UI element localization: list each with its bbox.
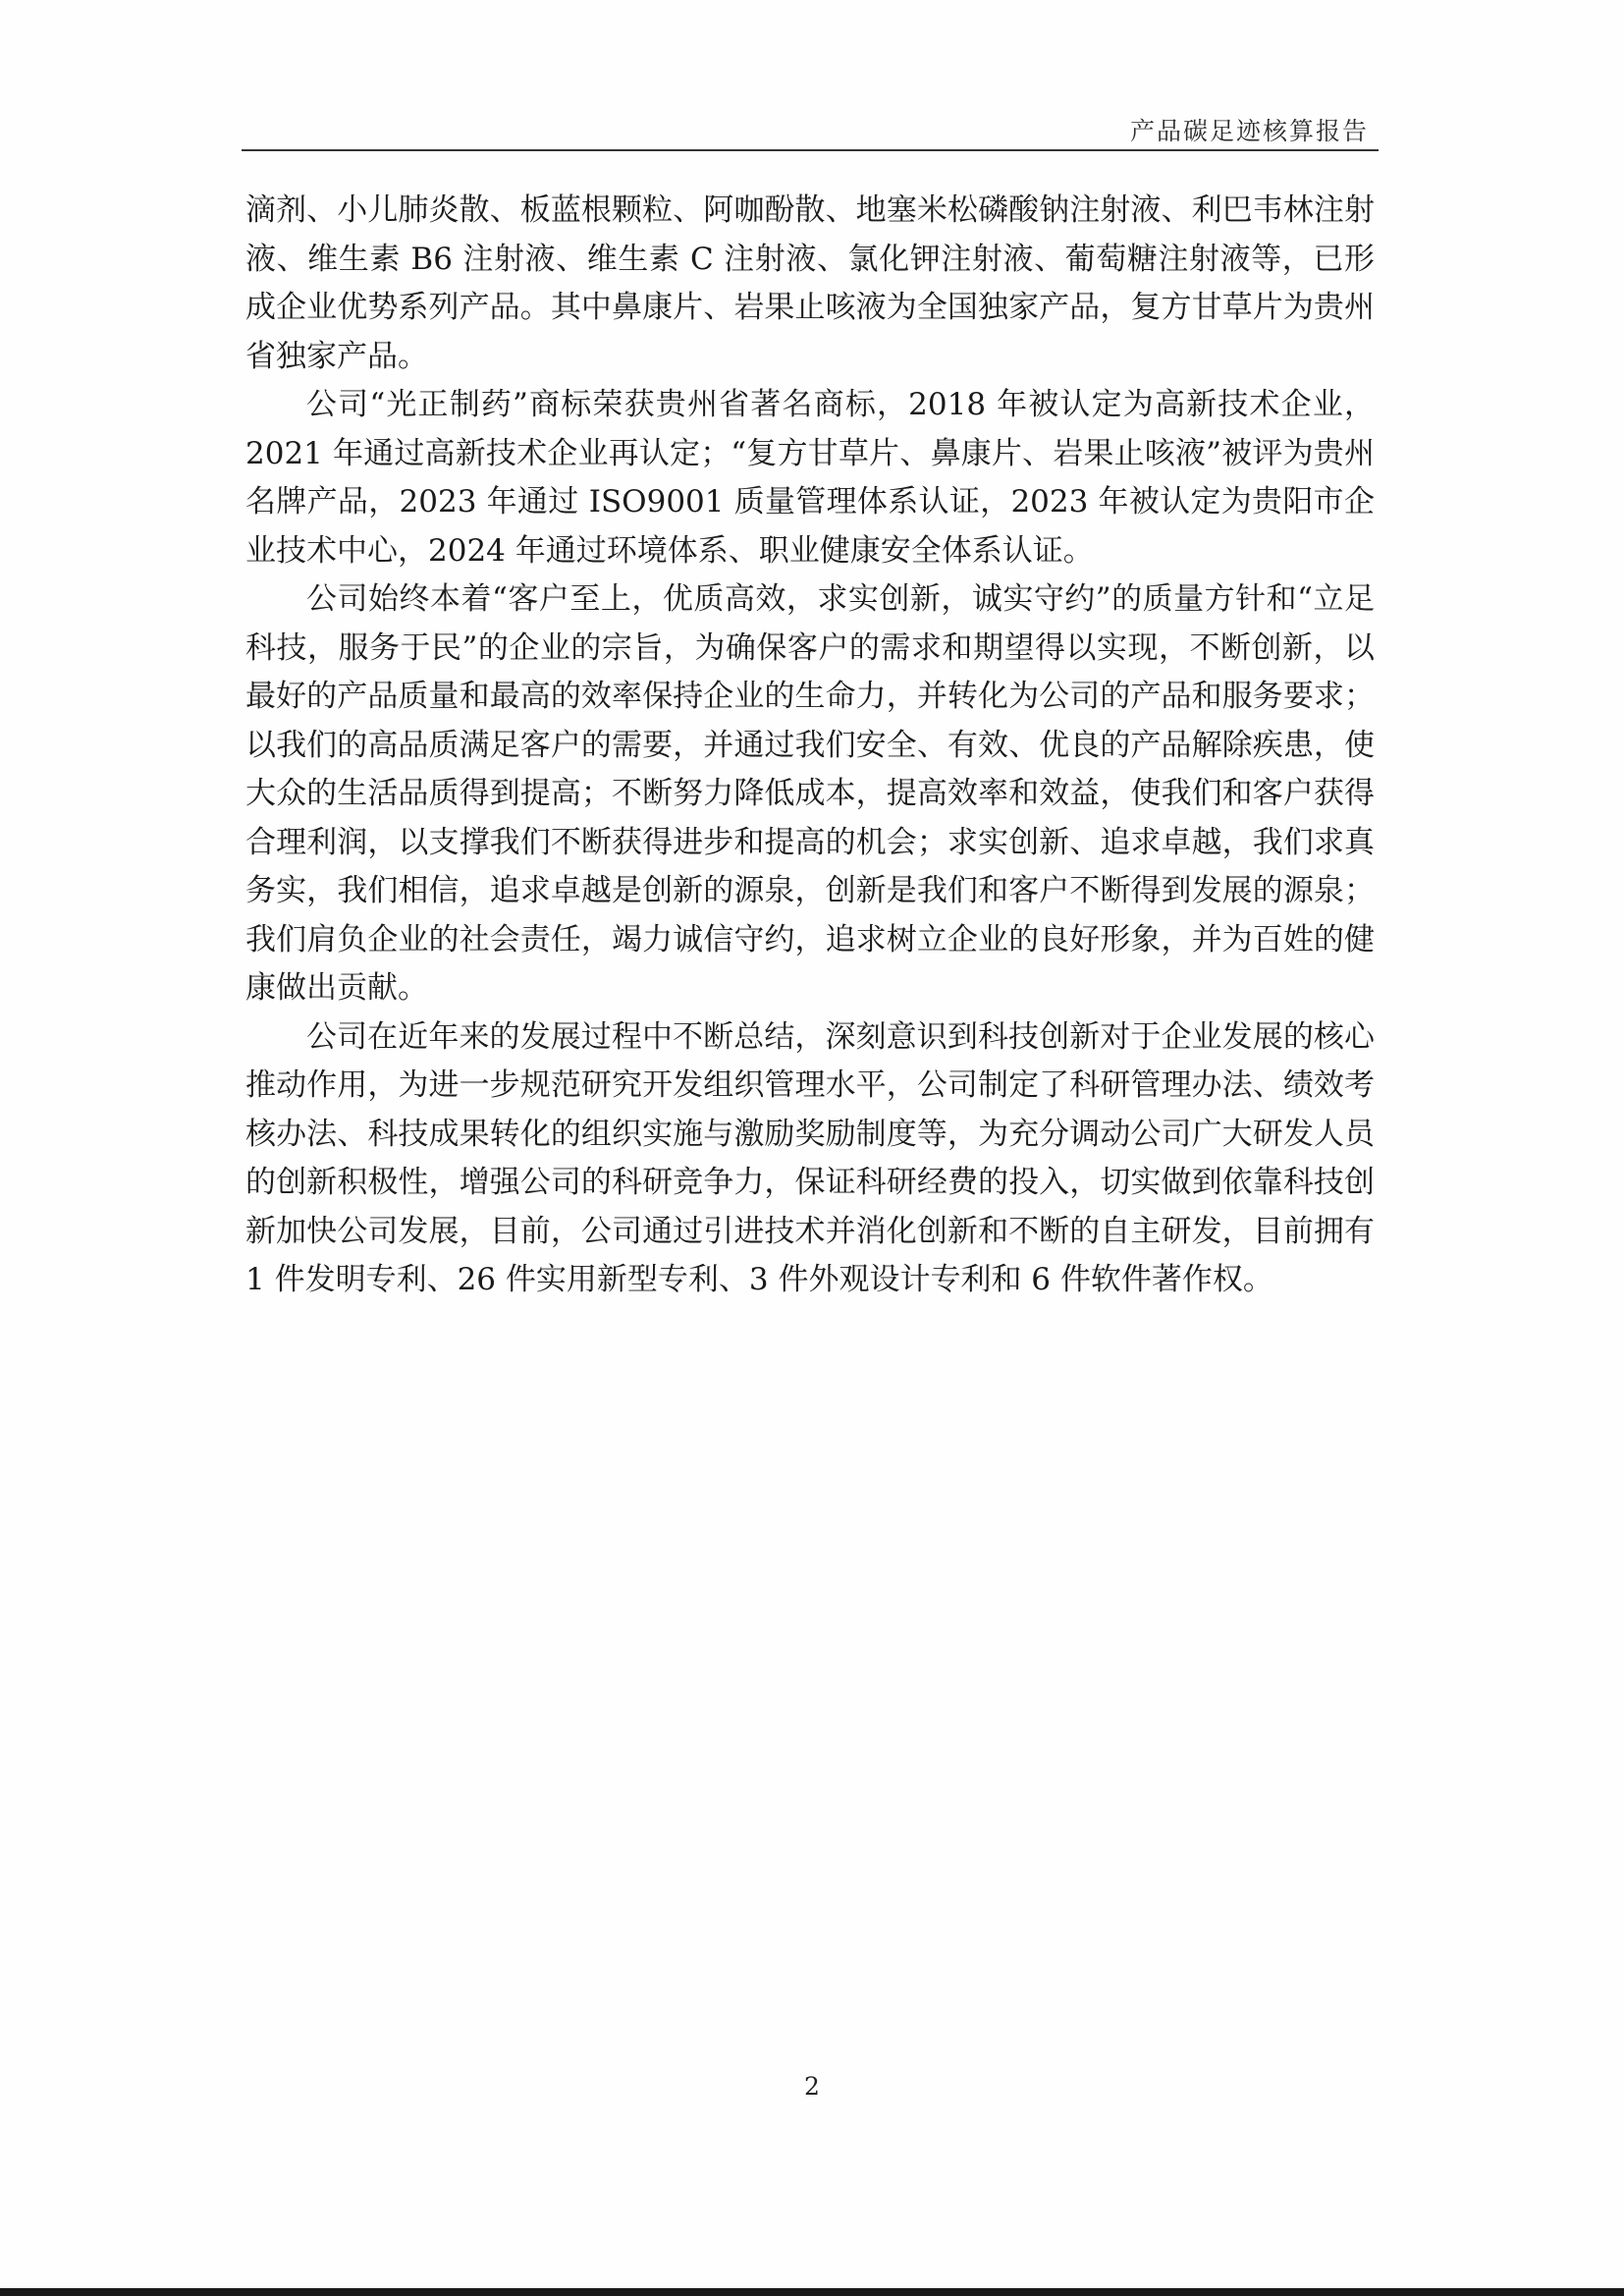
page-number: 2 [804,2072,820,2101]
body-text [245,187,1375,1305]
paragraph-honors: 公司“光正制药”商标荣获贵州省著名商标，2018 年被认定为高新技术企业，2021 年通过高新技术企业再认定；“复方甘草片、鼻康片、岩果止咳液”被评为贵州名牌产品，2023 年通过 ISO9001 质量管理体系认证，2023 年被认定为贵阳市企业技术中心，2024 年通过环境体系、职业健康安全体系认证。 [245,387,1375,569]
scan-bottom-edge [0,2288,1624,2296]
header-title: 产品碳足迹核算报告 [1129,117,1369,145]
page-header [242,106,1379,151]
paragraph-innovation: 公司在近年来的发展过程中不断总结，深刻意识到科技创新对于企业发展的核心推动作用，为进一步规范研究开发组织管理水平，公司制定了科研管理办法、绩效考核办法、科技成果转化的组织实施与激励奖励制度等，为充分调动公司广大研发人员的创新积极性，增强公司的科研竞争力，保证科研经费的投入，切实做到依靠科技创新加快公司发展，目前，公司通过引进技术并消化创新和不断的自主研发，目前拥有 1 件发明专利、26 件实用新型专利、3 件外观设计专利和 6 件软件著作权。 [245,1018,1375,1297]
paragraph-quality-policy: 公司始终本着“客户至上，优质高效，求实创新，诚实守约”的质量方针和“立足科技，服务于民”的企业的宗旨，为确保客户的需求和期望得以实现，不断创新，以最好的产品质量和最高的效率保持企业的生命力，并转化为公司的产品和服务要求；以我们的高品质满足客户的需要，并通过我们安全、有效、优良的产品解除疾患，使大众的生活品质得到提高；不断努力降低成本，提高效率和效益，使我们和客户获得合理利润，以支撑我们不断获得进步和提高的机会；求实创新、追求卓越，我们求真务实，我们相信，追求卓越是创新的源泉，创新是我们和客户不断得到发展的源泉；我们肩负企业的社会责任，竭力诚信守约，追求树立企业的良好形象，并为百姓的健康做出贡献。 [245,581,1375,1006]
paragraph-products-continued: 滴剂、小儿肺炎散、板蓝根颗粒、阿咖酚散、地塞米松磷酸钠注射液、利巴韦林注射液、维生素 B6 注射液、维生素 C 注射液、氯化钾注射液、葡萄糖注射液等，已形成企业优势系列产品。其中鼻康片、岩果止咳液为全国独家产品，复方甘草片为贵州省独家产品。 [245,192,1375,374]
